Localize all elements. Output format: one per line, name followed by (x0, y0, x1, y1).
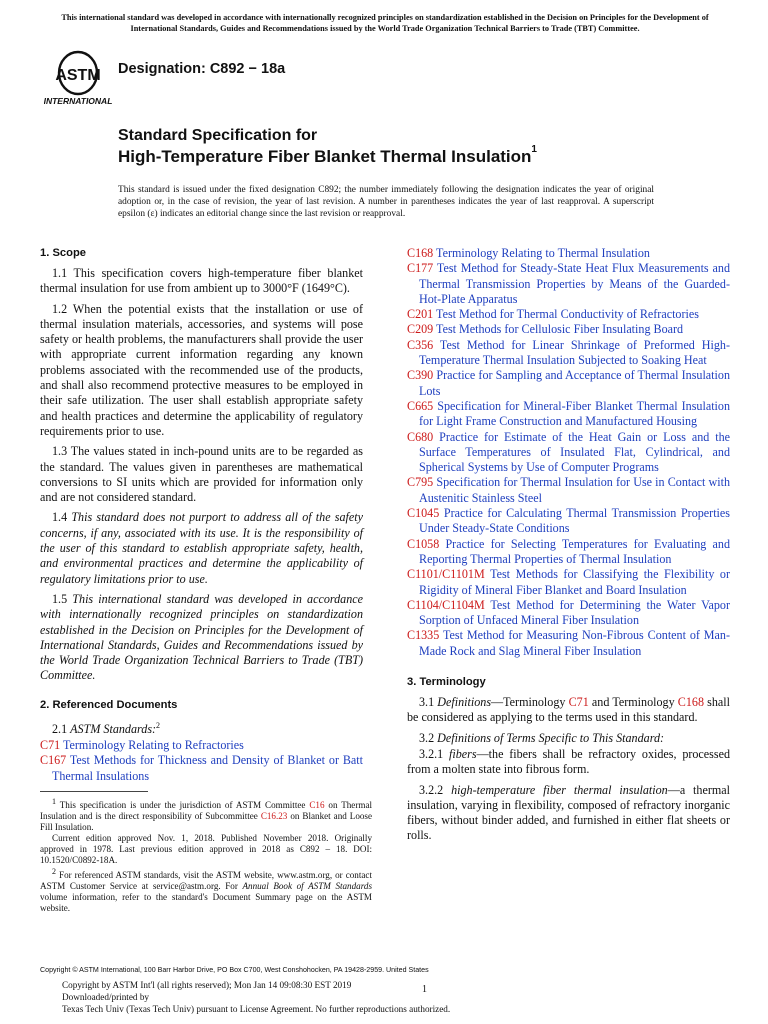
fn2-italic: Annual Book of ASTM Standards (242, 881, 372, 892)
scope-p4 (40, 510, 363, 586)
reference-code[interactable]: C1335 (407, 628, 440, 643)
page-number: 1 (422, 984, 427, 995)
p32-label: Definitions of Terms Specific to This Standard: (437, 730, 665, 745)
reference-item[interactable] (407, 628, 730, 659)
reference-title[interactable]: Test Method for Determining the Water Vapor Sorption of Unfaced Mineral Fiber Insulation (419, 597, 730, 628)
left-column (40, 246, 363, 784)
download-line-2: Downloaded/printed by (62, 992, 150, 1002)
reference-title[interactable]: Specification for Mineral-Fiber Blanket Thermal Insulation for Light Frame Construction and Manufactured Housing (419, 398, 731, 429)
fn1-a: This specification is under the jurisdiction of ASTM Committee (59, 800, 306, 811)
p32-num: 3.2 (419, 730, 435, 745)
reference-title[interactable]: Test Methods for Classifying the Flexibility or Rigidity of Mineral Fiber Blanket and Board Insulation (419, 567, 731, 597)
reference-code[interactable]: C168 (407, 246, 434, 260)
p31-label: Definitions (437, 695, 492, 710)
reference-code[interactable]: C1101/C1101M (407, 567, 485, 582)
download-line-1: Copyright by ASTM Int'l (all rights reserved); Mon Jan 14 09:08:30 EST 2019 (62, 980, 352, 990)
fn2-mark: 2 (52, 867, 56, 877)
reference-title[interactable]: Terminology Relating to Refractories (62, 738, 244, 753)
p321-text: —the fibers shall be refractory oxides, processed from a molten state into fibrous form. (407, 746, 730, 777)
fn1-mark: 1 (52, 797, 56, 806)
footnote-1 (40, 796, 372, 833)
reference-code[interactable]: C167 (40, 753, 67, 768)
p31-c: shall be considered as applying to the terms used in this standard. (407, 695, 730, 725)
reference-item[interactable] (407, 399, 730, 430)
title-line-2 (118, 144, 537, 167)
scope-p4-text: This standard does not purport to address all of the safety concerns, if any, associated with its use. It is the responsibility of the user of this standard to establish appropriate safety, health, and environmental practices and determine the applicability of regulatory limitations prior to use. (40, 510, 363, 586)
reference-item[interactable] (407, 322, 730, 337)
ref-sub-label: ASTM Standards: (70, 721, 157, 736)
reference-item[interactable] (407, 338, 730, 369)
reference-code[interactable]: C356 (407, 337, 434, 352)
logo-text: INTERNATIONAL (44, 96, 112, 106)
title-footnote-mark: 1 (531, 144, 537, 155)
footnote-2 (40, 866, 372, 914)
terminology-heading: 3. Terminology (407, 676, 486, 689)
download-notice (62, 979, 622, 1015)
scope-p1: 1.1 This specification covers high-temperature fiber blanket thermal insulation for use from ambient up to 3000°F (1649°C). (40, 266, 363, 296)
reference-title[interactable]: Test Method for Thermal Conductivity of Refractories (436, 307, 699, 322)
reference-item[interactable] (407, 307, 730, 322)
reference-code[interactable]: C680 (407, 429, 434, 444)
terminology-p31 (407, 695, 730, 726)
fn2-a: For referenced ASTM standards, visit the ASTM website, www.astm.org, or contact ASTM Customer Service at service@astm.org. For (40, 870, 372, 892)
reference-item[interactable] (407, 261, 730, 307)
p322-num: 3.2.2 (419, 782, 444, 797)
fn2-b: volume information, refer to the standard's Document Summary page on the ASTM website. (40, 892, 372, 914)
reference-code[interactable]: C390 (407, 368, 434, 383)
p321-term: fibers (449, 746, 477, 761)
issued-note: This standard is issued under the fixed designation C892; the number immediately following the designation indicates the year of original adoption or, in the case of revision, the year of last revision. A number in parentheses indicates the year of last reapproval. A superscript epsilon (ε) indicates an editorial change since the last revision or reapproval. (118, 185, 654, 219)
p31-a: —Terminology (491, 695, 566, 710)
scope-p5 (40, 592, 363, 684)
download-line-3: Texas Tech Univ (Texas Tech Univ) pursuant to License Agreement. No further reproductions authorized. (62, 1004, 451, 1014)
terminology-p32 (407, 731, 730, 746)
reference-code[interactable]: C1104/C1104M (407, 597, 485, 612)
ref-sub-num: 2.1 (52, 721, 68, 736)
reference-list-left (40, 738, 363, 784)
fn1-b: on Thermal Insulation and is the direct responsibility of Subcommittee (40, 800, 373, 822)
tbt-notice: This international standard was developed in accordance with internationally recognized principles on standardization established in the Decision on Principles for the Development of International Standards, Guides and Recommendations issued by the World Trade Organization Technical Barriers to Trade (TBT) Committee. (61, 13, 709, 33)
footnote-1-edition: Current edition approved Nov. 1, 2018. Published November 2018. Originally approved in 1978. Last previous edition approved in 2018 as C892 – 18. DOI: 10.1520/C0892-18A. (40, 833, 372, 866)
scope-p2: 1.2 When the potential exists that the installation or use of thermal insulation materials, accessories, and systems will pose safety or health problems, the manufacturers shall provide the user with appropriate current information regarding any known problems associated with the recommended use of the products, and shall also recommend protective measures to be employed in their safe utilization. The user shall establish appropriate safety and health practices and determine the applicability of regulatory requirements prior to use. (40, 301, 363, 438)
copyright-line: Copyright © ASTM International, 100 Barr Harbor Drive, PO Box C700, West Conshohocken, PA 19428-2959. United States (40, 966, 429, 974)
right-column (407, 246, 730, 849)
terminology-p321 (407, 747, 730, 778)
reference-item[interactable] (40, 738, 363, 753)
reference-item[interactable] (407, 506, 730, 537)
astm-logo (44, 50, 112, 106)
p322-text: —a thermal insulation, varying in flexibility, composed of refractory inorganic fibers, without binder added, and furnished in either flat sheets or rolls. (407, 782, 730, 843)
title-text: High-Temperature Fiber Blanket Thermal Insulation (118, 147, 532, 166)
reference-code[interactable]: C201 (407, 307, 434, 322)
link-c71[interactable]: C71 (568, 695, 589, 710)
reference-code[interactable]: C1058 (407, 536, 440, 551)
reference-list-right (407, 246, 730, 659)
references-heading: 2. Referenced Documents (40, 698, 178, 711)
reference-title[interactable]: Test Methods for Thickness and Density of Blanket or Batt Thermal Insulations (52, 753, 364, 783)
astm-standards-label (40, 718, 363, 737)
reference-code[interactable]: C665 (407, 398, 434, 413)
reference-title[interactable]: Practice for Estimate of the Heat Gain or Loss and the Surface Temperatures of Insulated Flat, Cylindrical, and Spherical Systems by Use of Computer Programs (419, 429, 730, 475)
reference-item[interactable] (407, 537, 730, 568)
reference-item[interactable] (407, 567, 730, 598)
p321-num: 3.2.1 (419, 746, 444, 761)
fn1-c: on Blanket and Loose Fill Insulation. (40, 811, 372, 833)
scope-p4-num: 1.4 (52, 510, 68, 525)
link-c168[interactable]: C168 (677, 695, 704, 710)
logo-letters: ASTM (55, 67, 101, 84)
reference-item[interactable] (407, 430, 730, 476)
link-c16-23[interactable]: C16.23 (260, 811, 288, 822)
reference-title[interactable]: Specification for Thermal Insulation for Use in Contact with Austenitic Stainless Steel (419, 475, 730, 505)
reference-code[interactable]: C71 (40, 738, 61, 753)
scope-p5-text: This international standard was developed in accordance with internationally recognized principles on standardization established in the Decision on Principles for the Development of International Standards, Guides and Recommendations issued by the World Trade Organization Technical Barriers to Trade (TBT) Committee. (40, 591, 364, 683)
scope-p5-num: 1.5 (52, 591, 68, 606)
reference-title[interactable]: Practice for Sampling and Acceptance of Thermal Insulation Lots (419, 368, 730, 398)
reference-title[interactable]: Practice for Calculating Thermal Transmission Properties Under Steady-State Conditions (419, 506, 730, 536)
terminology-p322 (407, 783, 730, 844)
reference-item[interactable] (407, 475, 730, 506)
reference-code[interactable]: C177 (407, 261, 434, 276)
reference-item[interactable] (407, 598, 730, 629)
footnotes (40, 796, 372, 914)
reference-title[interactable]: Terminology Relating to Thermal Insulation (436, 246, 650, 260)
reference-item[interactable] (407, 246, 730, 261)
reference-code[interactable]: C209 (407, 322, 434, 337)
scope-p3: 1.3 The values stated in inch-pound units are to be regarded as the standard. The values given in parentheses are mathematical conversions to SI units which are provided for information only and are not considered standard. (40, 444, 363, 505)
designation: Designation: C892 − 18a (118, 61, 286, 77)
title-line-1: Standard Specification for (118, 127, 318, 144)
reference-title[interactable]: Test Method for Measuring Non-Fibrous Content of Man-Made Rock and Slag Mineral Fiber Insulation (419, 628, 731, 658)
reference-title[interactable]: Test Method for Steady-State Heat Flux Measurements and Thermal Transmission Properties by Means of the Guarded-Hot-Plate Apparatus (419, 261, 731, 306)
reference-title[interactable]: Test Method for Linear Shrinkage of Preformed High-Temperature Thermal Insulation Subjected to Soaking Heat (419, 337, 730, 368)
reference-code[interactable]: C795 (407, 475, 434, 490)
footnote-rule (40, 791, 148, 792)
ref-sub-mark: 2 (156, 720, 161, 730)
reference-code[interactable]: C1045 (407, 506, 440, 521)
link-c16[interactable]: C16 (309, 800, 325, 811)
reference-title[interactable]: Practice for Selecting Temperatures for Evaluating and Reporting Thermal Properties of Thermal Insulation (419, 536, 730, 566)
p322-term: high-temperature fiber thermal insulation (451, 782, 668, 797)
reference-item[interactable] (40, 753, 363, 784)
reference-item[interactable] (407, 368, 730, 399)
p31-b: and Terminology (591, 695, 675, 710)
reference-title[interactable]: Test Methods for Cellulosic Fiber Insulating Board (436, 322, 684, 337)
p31-num: 3.1 (419, 695, 435, 710)
scope-heading: 1. Scope (40, 247, 87, 259)
